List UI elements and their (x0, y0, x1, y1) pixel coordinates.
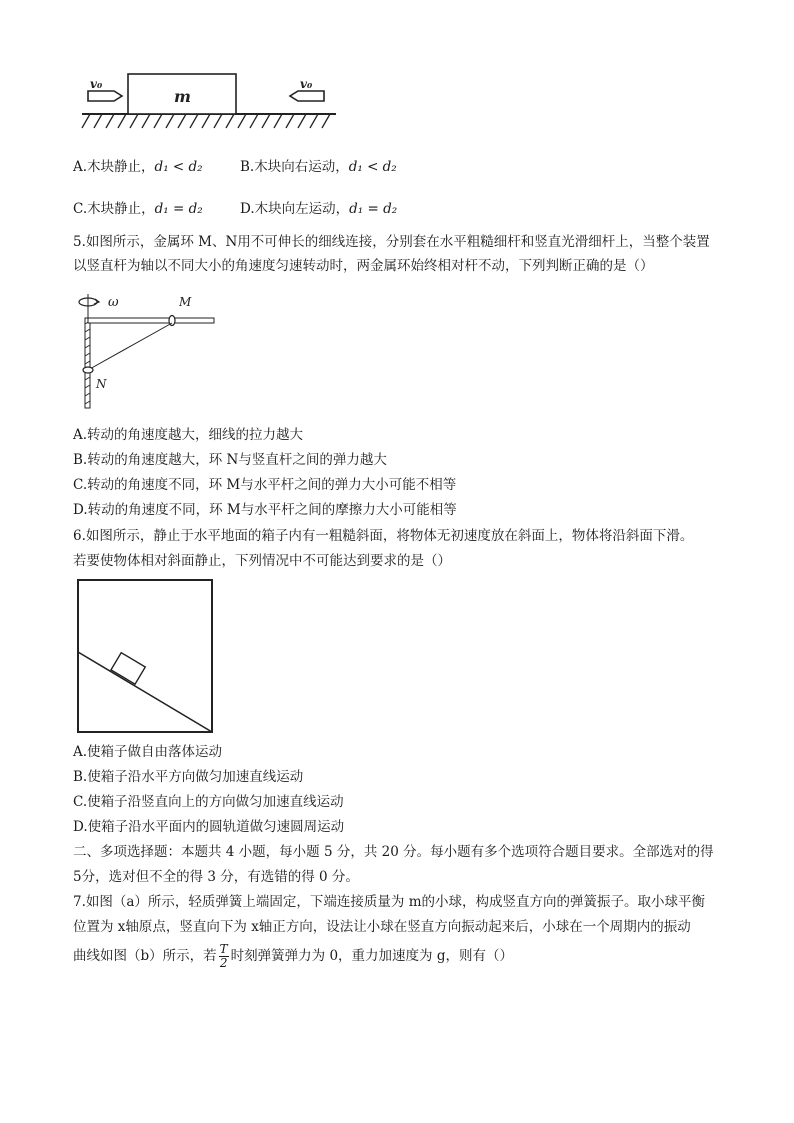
label-m: M (179, 295, 192, 309)
q7-line2: 位置为 x轴原点，竖直向下为 x轴正方向，设法让小球在竖直方向振动起来后，小球在一个周期内的振动 (73, 919, 691, 935)
fraction-denominator: 2 (219, 956, 228, 970)
v0-left-label: v₀ (90, 77, 103, 91)
q5-figure (68, 290, 218, 410)
q4-option-c (73, 200, 203, 218)
q4-option-d (240, 200, 397, 218)
q4-option-a-cond: d₁ < d₂ (154, 159, 203, 175)
q4-option-b (240, 158, 397, 176)
q7-line3-pre: 曲线如图（b）所示，若 (73, 948, 217, 964)
section2-line2: 5分，选对但不全的得 3 分，有选错的得 0 分。 (73, 869, 359, 885)
horizontal-rod (88, 318, 214, 323)
q6-stem-line1: 6.如图所示，静止于水平地面的箱子内有一粗糙斜面，将物体无初速度放在斜面上，物体将沿斜面下滑。 (73, 528, 694, 544)
q6-option-c: C.使箱子沿竖直向上的方向做匀加速直线运动 (73, 794, 344, 810)
q4-option-d-cond: d₁ = d₂ (349, 201, 398, 217)
q4-option-a (73, 158, 203, 176)
q5-option-a: A.转动的角速度越大，细线的拉力越大 (73, 427, 304, 443)
q7-line1: 7.如图（a）所示，轻质弹簧上端固定，下端连接质量为 m的小球，构成竖直方向的弹簧振子。取小球平衡 (73, 894, 706, 910)
q6-option-b: B.使箱子沿水平方向做匀加速直线运动 (73, 769, 304, 785)
fraction-numerator: T (219, 942, 228, 956)
q5-option-c: C.转动的角速度不同，环 M与水平杆之间的弹力大小可能不相等 (73, 477, 457, 493)
q4-figure (78, 64, 340, 136)
ground-hatching (82, 114, 330, 128)
bullet-left (88, 91, 122, 101)
q4-option-b-text: B.木块向右运动， (240, 159, 349, 175)
q6-stem-line2: 若要使物体相对斜面静止，下列情况中不可能达到要求的是（） (73, 553, 451, 569)
q5-stem-line2: 以竖直杆为轴以不同大小的角速度匀速转动时，两金属环始终相对杆不动，下列判断正确的是（） (73, 258, 654, 274)
ring-n (83, 367, 93, 373)
q5-option-b: B.转动的角速度越大，环 N与竖直杆之间的弹力越大 (73, 452, 387, 468)
q6-option-a: A.使箱子做自由落体运动 (73, 744, 223, 760)
mass-label: m (174, 87, 191, 106)
t-over-2-fraction (219, 943, 229, 970)
q7-line3-post: 时刻弹簧弹力为 0，重力加速度为 g，则有（） (230, 948, 513, 964)
q4-option-d-text: D.木块向左运动， (240, 201, 350, 217)
q6-figure (75, 578, 215, 736)
q4-option-a-text: A.木块静止， (73, 159, 155, 175)
q6-option-d: D.使箱子沿水平面内的圆轨道做匀速圆周运动 (73, 819, 345, 835)
q4-option-c-text: C.木块静止， (73, 201, 155, 217)
omega-label: ω (108, 295, 119, 310)
q4-option-b-cond: d₁ < d₂ (348, 159, 397, 175)
q4-option-c-cond: d₁ = d₂ (154, 201, 203, 217)
v0-right-label: v₀ (300, 77, 313, 91)
label-n: N (96, 377, 107, 391)
bullet-right (290, 91, 324, 101)
section2-line1: 二、多项选择题：本题共 4 小题，每小题 5 分，共 20 分。每小题有多个选项符合题目要求。全部选对的得 (73, 844, 714, 860)
box-outline (78, 580, 212, 732)
q7-line3 (73, 942, 513, 970)
string-line (88, 323, 172, 370)
q5-option-d: D.转动的角速度不同，环 M与水平杆之间的摩擦力大小可能相等 (73, 502, 457, 518)
q5-stem-line1: 5.如图所示，金属环 M、N用不可伸长的细线连接，分别套在水平粗糙细杆和竖直光滑细杆上，当整个装置 (73, 234, 710, 250)
